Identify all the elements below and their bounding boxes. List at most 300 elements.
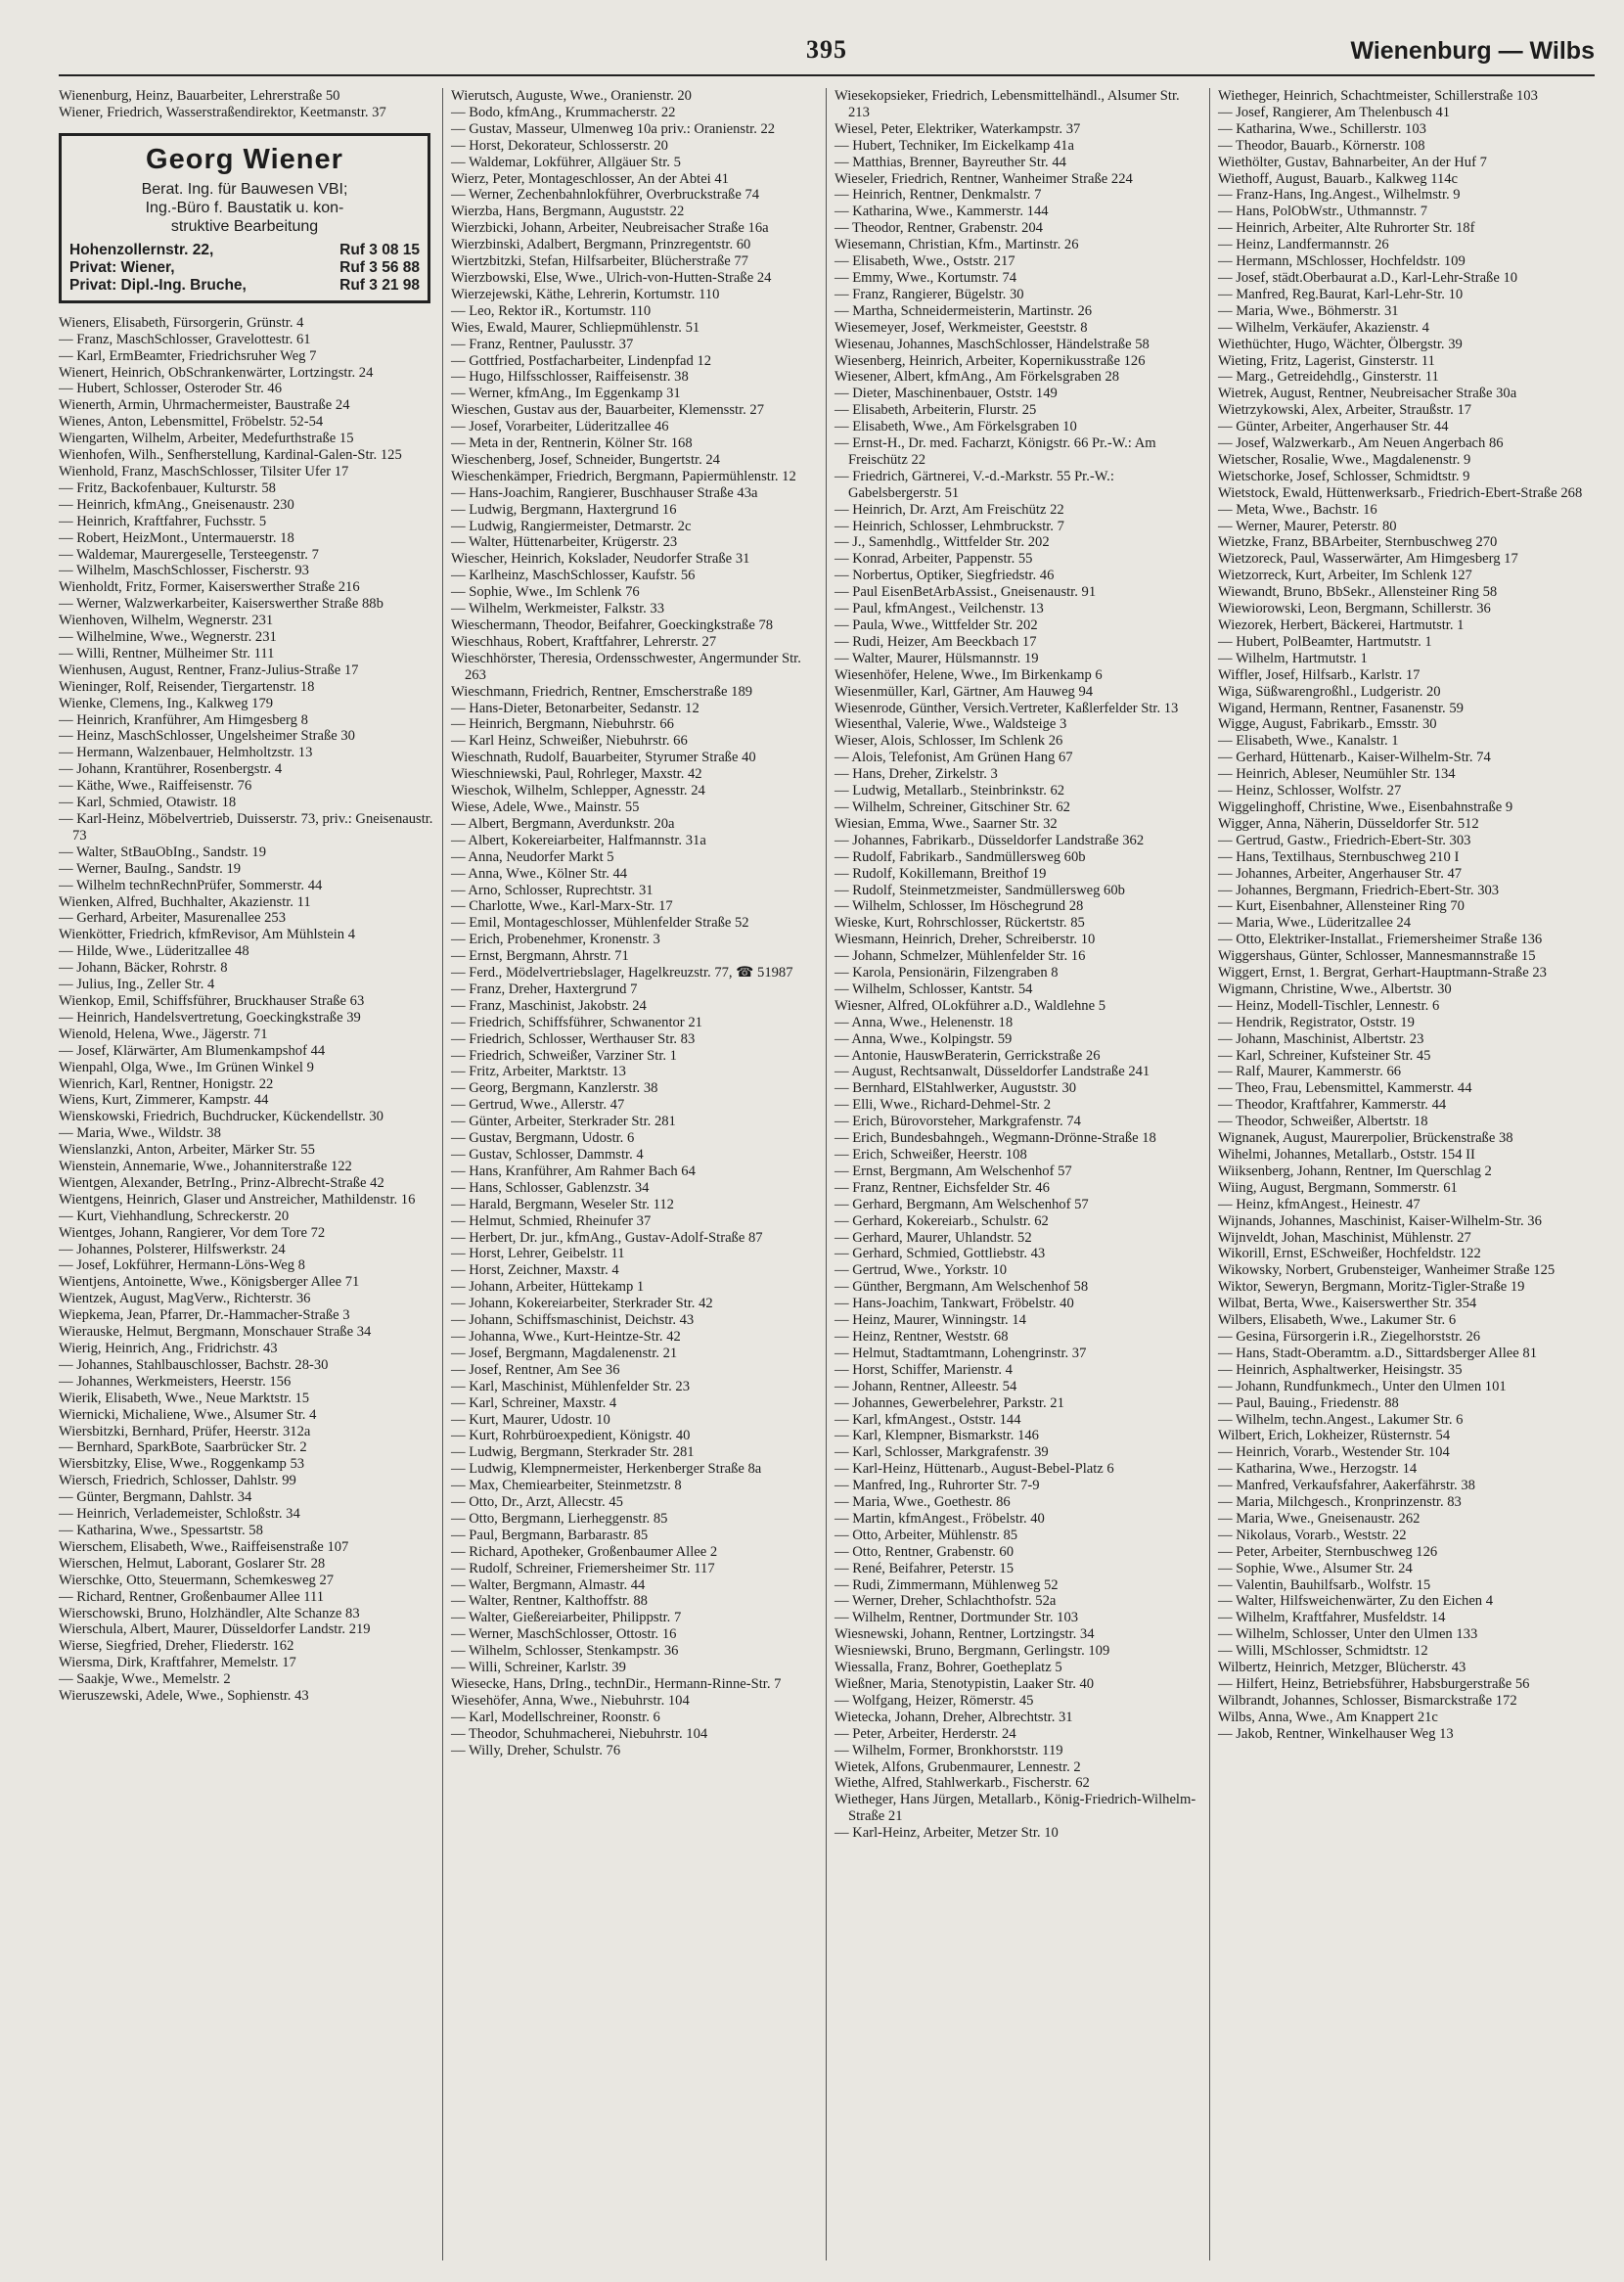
directory-entry: Wilbertz, Heinrich, Metzger, Blücherstr. 43 <box>1218 1660 1466 1676</box>
directory-entry: Wierschen, Helmut, Laborant, Goslarer Str. 28 <box>59 1555 326 1572</box>
directory-entry: — Kurt, Viehhandlung, Schreckerstr. 20 <box>59 1208 290 1224</box>
directory-entry: Wierschowski, Bruno, Holzhändler, Alte Schanze 83 <box>59 1605 360 1621</box>
directory-entry: — Franz, Rentner, Paulusstr. 37 <box>451 336 634 352</box>
directory-entry: — Heinrich, Verlademeister, Schloßstr. 34 <box>59 1506 300 1523</box>
directory-entry: Wießner, Maria, Stenotypistin, Laaker Str. 40 <box>835 1676 1095 1692</box>
directory-entry: Wieseler, Friedrich, Rentner, Wanheimer Straße 224 <box>835 170 1133 187</box>
directory-entry: — Matthias, Brenner, Bayreuther Str. 44 <box>835 154 1066 170</box>
directory-entry: — Wilhelm, Former, Bronkhorststr. 119 <box>835 1742 1063 1758</box>
directory-entry: — Heinrich, Ableser, Neumühler Str. 134 <box>1218 766 1456 783</box>
directory-entry: — Paula, Wwe., Wittfelder Str. 202 <box>835 617 1038 633</box>
directory-entry: — Walter, Rentner, Kalthoffstr. 88 <box>451 1593 648 1610</box>
directory-entry: — Charlotte, Wwe., Karl-Marx-Str. 17 <box>451 898 673 915</box>
directory-entry: Wiesenau, Johannes, MaschSchlosser, Händelstraße 58 <box>835 336 1150 352</box>
directory-entry: Wiepkema, Jean, Pfarrer, Dr.-Hammacher-Straße 3 <box>59 1307 350 1324</box>
directory-entry: Wieschnath, Rudolf, Bauarbeiter, Styrumer Straße 40 <box>451 750 756 766</box>
directory-entry: Wigmann, Christine, Wwe., Albertstr. 30 <box>1218 981 1452 997</box>
directory-entry: Wiga, Süßwarengroßhl., Ludgeristr. 20 <box>1218 683 1441 700</box>
directory-entry: — Werner, Maurer, Peterstr. 80 <box>1218 518 1397 534</box>
directory-entry: Wijnands, Johannes, Maschinist, Kaiser-Wilhelm-Str. 36 <box>1218 1212 1542 1229</box>
directory-entry: Wiethe, Alfred, Stahlwerkarb., Fischerstr. 62 <box>835 1775 1090 1792</box>
directory-entry: — Theodor, Rentner, Grabenstr. 204 <box>835 220 1043 237</box>
directory-entry: — Elli, Wwe., Richard-Dehmel-Str. 2 <box>835 1097 1052 1114</box>
directory-entry: Wierz, Peter, Montageschlosser, An der Abtei 41 <box>451 170 729 187</box>
directory-entry: — Katharina, Wwe., Kammerstr. 144 <box>835 204 1049 220</box>
ad-contact-row <box>69 259 420 277</box>
directory-entry: — Heinrich, Dr. Arzt, Am Freischütz 22 <box>835 501 1064 518</box>
directory-entry: — Johann, Bäcker, Rohrstr. 8 <box>59 960 228 977</box>
directory-entry: Wies, Ewald, Maurer, Schliepmühlenstr. 51 <box>451 319 700 336</box>
directory-entry: — Karl Heinz, Schweißer, Niebuhrstr. 66 <box>451 733 688 750</box>
directory-entry: — Martin, kfmAngest., Fröbelstr. 40 <box>835 1510 1045 1527</box>
directory-entry: Wiernicki, Michaliene, Wwe., Alsumer Str. 4 <box>59 1406 317 1423</box>
directory-entry: — Gerhard, Hüttenarb., Kaiser-Wilhelm-Str. 74 <box>1218 750 1491 766</box>
directory-entry: Wieschenberg, Josef, Schneider, Bungertstr. 24 <box>451 451 720 468</box>
ad-company-name: Georg Wiener <box>146 143 343 175</box>
directory-entry: Wignanek, August, Maurerpolier, Brückenstraße 38 <box>1218 1130 1513 1147</box>
directory-entry: Wiesenmüller, Karl, Gärtner, Am Hauweg 94 <box>835 683 1094 700</box>
directory-entry: — Johann, Arbeiter, Hüttekamp 1 <box>451 1279 645 1296</box>
directory-entry: Wiersbitzki, Bernhard, Prüfer, Heerstr. 312a <box>59 1423 311 1439</box>
directory-entry: — Johannes, Arbeiter, Angerhauser Str. 47 <box>1218 865 1463 882</box>
directory-entry: — Johann, Krantührer, Rosenbergstr. 4 <box>59 761 283 778</box>
directory-entry: — Anna, Neudorfer Markt 5 <box>451 848 614 865</box>
directory-entry: — Heinz, Maurer, Winningstr. 14 <box>835 1312 1026 1329</box>
directory-entry: — Friedrich, Schlosser, Werthauser Str. 83 <box>451 1030 696 1047</box>
directory-entry: — Maria, Wwe., Gneisenaustr. 262 <box>1218 1510 1421 1527</box>
directory-entry: — Käthe, Wwe., Raiffeisenstr. 76 <box>59 778 252 795</box>
directory-entry: — Hans-Joachim, Rangierer, Buschhauser Straße 43a <box>451 484 758 501</box>
directory-entry: — Johann, Schiffsmaschinist, Deichstr. 43 <box>451 1312 695 1329</box>
directory-entry: Wiewiorowski, Leon, Bergmann, Schillerstr. 36 <box>1218 601 1491 617</box>
directory-entry: — Wilhelm, Werkmeister, Falkstr. 33 <box>451 601 665 617</box>
directory-entry: — Heinz, Rentner, Weststr. 68 <box>835 1328 1009 1345</box>
directory-entry: — Helmut, Stadtamtmann, Lohengrinstr. 37 <box>835 1345 1087 1361</box>
directory-entry: — Ludwig, Rangiermeister, Detmarstr. 2c <box>451 518 692 534</box>
directory-columns <box>59 88 1595 2260</box>
directory-entry: — Peter, Arbeiter, Herderstr. 24 <box>835 1725 1016 1742</box>
directory-entry: Wieschhörster, Theresia, Ordensschwester, Angermunder Str. 263 <box>451 650 801 683</box>
ad-line: Ing.-Büro f. Baustatik u. kon- <box>145 199 344 216</box>
directory-entry: — Horst, Lehrer, Geibelstr. 11 <box>451 1246 625 1262</box>
directory-entry: Wiesenrode, Günther, Versich.Vertreter, Kaßlerfelder Str. 13 <box>835 700 1179 716</box>
directory-entry: Wiessalla, Franz, Bohrer, Goetheplatz 5 <box>835 1660 1062 1676</box>
directory-entry: Wietheger, Hans Jürgen, Metallarb., König-Friedrich-Wilhelm-Straße 21 <box>835 1792 1196 1825</box>
directory-entry: — Karl, Maschinist, Mühlenfelder Str. 23 <box>451 1378 691 1394</box>
directory-entry: Wiggelinghoff, Christine, Wwe., Eisenbahnstraße 9 <box>1218 799 1513 815</box>
directory-entry: — Anna, Wwe., Helenenstr. 18 <box>835 1014 1014 1030</box>
directory-entry: Wieners, Elisabeth, Fürsorgerin, Grünstr. 4 <box>59 314 304 331</box>
directory-entry: Wierzbicki, Johann, Arbeiter, Neubreisacher Straße 16a <box>451 220 769 237</box>
directory-entry: — Hilde, Wwe., Lüderitzallee 48 <box>59 943 249 960</box>
directory-entry: — Wilhelm, Schlosser, Kantstr. 54 <box>835 981 1033 997</box>
directory-entry: Wiethölter, Gustav, Bahnarbeiter, An der Huf 7 <box>1218 154 1487 170</box>
directory-entry: — Maria, Wwe., Böhmerstr. 31 <box>1218 302 1399 319</box>
running-head: Wienenburg — Wilbs <box>1350 37 1595 65</box>
directory-entry: Wiescher, Heinrich, Kokslader, Neudorfer Straße 31 <box>451 551 750 568</box>
page-header <box>59 29 1595 76</box>
directory-entry: — Karl, Schmied, Otawistr. 18 <box>59 795 237 811</box>
directory-entry: Wilbs, Anna, Wwe., Am Knappert 21c <box>1218 1709 1438 1725</box>
directory-entry: — Dieter, Maschinenbauer, Oststr. 149 <box>835 386 1058 402</box>
directory-entry: — Bernhard, SparkBote, Saarbrücker Str. 2 <box>59 1439 307 1456</box>
directory-entry: — Hans, Stadt-Oberamtm. a.D., Sittardsberger Allee 81 <box>1218 1345 1537 1361</box>
directory-entry: Wietschorke, Josef, Schlosser, Schmidtstr. 9 <box>1218 468 1470 484</box>
directory-entry: Wierschula, Albert, Maurer, Düsseldorfer Landstr. 219 <box>59 1621 371 1638</box>
directory-entry: Wienkötter, Friedrich, kfmRevisor, Am Mühlstein 4 <box>59 927 356 943</box>
directory-entry: — Hermann, MSchlosser, Hochfeldstr. 109 <box>1218 253 1466 270</box>
ad-contact-label: Privat: Wiener, <box>69 258 175 276</box>
directory-entry: — Josef, Rangierer, Am Thelenbusch 41 <box>1218 104 1451 120</box>
ad-contact-label: Hohenzollernstr. 22, <box>69 241 214 258</box>
directory-entry: — Günter, Arbeiter, Sterkrader Str. 281 <box>451 1114 676 1130</box>
directory-entry: — Karl-Heinz, Arbeiter, Metzer Str. 10 <box>835 1825 1059 1842</box>
directory-entry: — Werner, Walzwerkarbeiter, Kaiserswerther Straße 88b <box>59 596 383 613</box>
directory-entry: Wigger, Anna, Näherin, Düsseldorfer Str. 512 <box>1218 815 1479 832</box>
directory-entry: Wiesian, Emma, Wwe., Saarner Str. 32 <box>835 815 1058 832</box>
directory-entry: — Heinrich, Bergmann, Niebuhrstr. 66 <box>451 716 674 733</box>
directory-entry: — Hans-Dieter, Betonarbeiter, Sedanstr. 12 <box>451 700 699 716</box>
directory-entry: — Willy, Dreher, Schulstr. 76 <box>451 1742 621 1758</box>
directory-entry: — Gustav, Masseur, Ulmenweg 10a priv.: Oranienstr. 22 <box>451 120 776 137</box>
directory-entry: — Josef, Rentner, Am See 36 <box>451 1361 620 1378</box>
directory-entry: Wieske, Kurt, Rohrschlosser, Rückertstr. 85 <box>835 915 1085 932</box>
directory-entry: Wieschenkämper, Friedrich, Bergmann, Papiermühlenstr. 12 <box>451 468 796 484</box>
ad-line: struktive Bearbeitung <box>170 217 319 235</box>
directory-entry: — Heinrich, Kraftfahrer, Fuchsstr. 5 <box>59 513 267 529</box>
directory-entry: — Georg, Bergmann, Kanzlerstr. 38 <box>451 1080 658 1097</box>
directory-entry: — Meta, Wwe., Bachstr. 16 <box>1218 501 1377 518</box>
directory-entry: — Gertrud, Wwe., Yorkstr. 10 <box>835 1262 1008 1279</box>
advertisement-box <box>59 133 430 303</box>
directory-entry: — Max, Chemiearbeiter, Steinmetzstr. 8 <box>451 1478 682 1494</box>
directory-entry: — August, Rechtsanwalt, Düsseldorfer Landstraße 241 <box>835 1064 1150 1080</box>
directory-entry: — Sophie, Wwe., Im Schlenk 76 <box>451 584 640 601</box>
directory-entry: — Friedrich, Schweißer, Varziner Str. 1 <box>451 1047 677 1064</box>
directory-entry: — Gertrud, Gastw., Friedrich-Ebert-Str. 303 <box>1218 832 1471 848</box>
page-number: 395 <box>806 35 847 64</box>
directory-entry: Wieschen, Gustav aus der, Bauarbeiter, Klemensstr. 27 <box>451 402 765 419</box>
directory-entry: — Kurt, Rohrbüroexpedient, Königstr. 40 <box>451 1428 691 1444</box>
directory-entry: Wieschniewski, Paul, Rohrleger, Maxstr. 42 <box>451 766 702 783</box>
directory-entry: — Sophie, Wwe., Alsumer Str. 24 <box>1218 1560 1413 1576</box>
directory-entry: — Emil, Montageschlosser, Mühlenfelder Straße 52 <box>451 915 749 932</box>
directory-entry: Wieschmann, Friedrich, Rentner, Emscherstraße 189 <box>451 683 753 700</box>
directory-entry: — Maria, Milchgesch., Kronprinzenstr. 83 <box>1218 1494 1462 1511</box>
directory-entry: — Ludwig, Klempnermeister, Herkenberger Straße 8a <box>451 1461 762 1478</box>
directory-entry: — Karl, Schlosser, Markgrafenstr. 39 <box>835 1444 1049 1461</box>
directory-entry: — Walter, Hilfsweichenwärter, Zu den Eichen 4 <box>1218 1593 1494 1610</box>
directory-entry: — Hilfert, Heinz, Betriebsführer, Habsburgerstraße 56 <box>1218 1676 1530 1692</box>
directory-entry: Wietrzykowski, Alex, Arbeiter, Straußstr. 17 <box>1218 402 1472 419</box>
directory-entry: Wietrek, August, Rentner, Neubreisacher Straße 30a <box>1218 386 1517 402</box>
directory-entry: Wieninger, Rolf, Reisender, Tiergartenstr. 18 <box>59 678 315 695</box>
directory-entry: — Otto, Dr., Arzt, Allecstr. 45 <box>451 1494 623 1511</box>
directory-entry: — Gottfried, Postfacharbeiter, Lindenpfad 12 <box>451 352 712 369</box>
directory-entry: Wiktor, Seweryn, Bergmann, Moritz-Tigler-Straße 19 <box>1218 1279 1525 1296</box>
directory-entry: — Gerhard, Schmied, Gottliebstr. 43 <box>835 1246 1046 1262</box>
directory-entry: — Friedrich, Schiffsführer, Schwanentor 21 <box>451 1014 702 1030</box>
directory-entry: — Ludwig, Bergmann, Sterkrader Str. 281 <box>451 1444 695 1461</box>
directory-entry: — Franz, Rentner, Eichsfelder Str. 46 <box>835 1179 1050 1196</box>
directory-entry: — Wilhelm, Verkäufer, Akazienstr. 4 <box>1218 319 1429 336</box>
directory-entry: — Theo, Frau, Lebensmittel, Kammerstr. 44 <box>1218 1080 1472 1097</box>
directory-entry: Wiesenhöfer, Helene, Wwe., Im Birkenkamp 6 <box>835 666 1103 683</box>
directory-entry: — Paul, Bauing., Friedenstr. 88 <box>1218 1394 1399 1411</box>
directory-entry: — Fritz, Backofenbauer, Kulturstr. 58 <box>59 479 276 496</box>
directory-entry: — Hugo, Hilfsschlosser, Raiffeisenstr. 38 <box>451 369 689 386</box>
directory-entry: — Albert, Kokereiarbeiter, Halfmannstr. 31a <box>451 832 706 848</box>
directory-entry: — Arno, Schlosser, Ruprechtstr. 31 <box>451 882 654 898</box>
directory-entry: — Leo, Rektor iR., Kortumstr. 110 <box>451 302 652 319</box>
directory-entry: — Erich, Bürovorsteher, Markgrafenstr. 74 <box>835 1114 1081 1130</box>
directory-entry: Wieschhaus, Robert, Kraftfahrer, Lehrerstr. 27 <box>451 633 717 650</box>
directory-entry: — Elisabeth, Wwe., Oststr. 217 <box>835 253 1015 270</box>
directory-entry: — Elisabeth, Wwe., Kanalstr. 1 <box>1218 733 1399 750</box>
directory-entry: — Wilhelm, Schlosser, Unter den Ulmen 133 <box>1218 1626 1478 1643</box>
directory-entry: — Werner, MaschSchlosser, Ottostr. 16 <box>451 1626 677 1643</box>
directory-entry: — Franz-Hans, Ing.Angest., Wilhelmstr. 9 <box>1218 187 1461 204</box>
directory-entry: — Antonie, HauswBeraterin, Gerrickstraße 26 <box>835 1047 1101 1064</box>
directory-entry: — Friedrich, Gärtnerei, V.-d.-Markstr. 55 Pr.-W.: Gabelsbergerstr. 51 <box>835 468 1114 501</box>
column-3-entries <box>835 88 1201 1842</box>
directory-entry: Wierzbinski, Adalbert, Bergmann, Prinzregentstr. 60 <box>451 237 751 253</box>
directory-entry: — Günther, Bergmann, Am Welschenhof 58 <box>835 1279 1089 1296</box>
directory-entry: Wienholdt, Fritz, Former, Kaiserswerther Straße 216 <box>59 579 360 596</box>
directory-entry: Wilbat, Berta, Wwe., Kaiserswerther Str. 354 <box>1218 1296 1477 1312</box>
directory-entry: Wieting, Fritz, Lagerist, Ginsterstr. 11 <box>1218 352 1435 369</box>
directory-entry: — Wilhelm, MaschSchlosser, Fischerstr. 93 <box>59 563 309 579</box>
directory-entry: Wikowsky, Norbert, Grubensteiger, Wanheimer Straße 125 <box>1218 1262 1556 1279</box>
directory-entry: — Anna, Wwe., Kolpingstr. 59 <box>835 1030 1013 1047</box>
directory-entry: — Rudolf, Kokillemann, Breithof 19 <box>835 865 1047 882</box>
directory-entry: — Heinz, MaschSchlosser, Ungelsheimer Straße 30 <box>59 728 355 745</box>
directory-entry: — Julius, Ing., Zeller Str. 4 <box>59 977 215 993</box>
directory-entry: — Katharina, Wwe., Herzogstr. 14 <box>1218 1461 1418 1478</box>
directory-entry: — Heinrich, Schlosser, Lehmbruckstr. 7 <box>835 518 1064 534</box>
directory-entry: Wiersma, Dirk, Kraftfahrer, Memelstr. 17 <box>59 1655 296 1671</box>
directory-entry: — Rudolf, Steinmetzmeister, Sandmüllersweg 60b <box>835 882 1125 898</box>
directory-entry: Wienes, Anton, Lebensmittel, Fröbelstr. 52-54 <box>59 414 324 431</box>
directory-entry: — Horst, Schiffer, Marienstr. 4 <box>835 1361 1013 1378</box>
directory-entry: Wienerth, Armin, Uhrmachermeister, Baustraße 24 <box>59 397 350 414</box>
directory-entry: — Robert, HeizMont., Untermauerstr. 18 <box>59 529 294 546</box>
directory-entry: — Gerhard, Maurer, Uhlandstr. 52 <box>835 1229 1032 1246</box>
directory-entry: — Johannes, Fabrikarb., Düsseldorfer Landstraße 362 <box>835 832 1145 848</box>
directory-entry: Wiesenthal, Valerie, Wwe., Waldsteige 3 <box>835 716 1067 733</box>
directory-entry: — Heinz, Schlosser, Wolfstr. 27 <box>1218 783 1402 799</box>
directory-entry: — Johannes, Bergmann, Friedrich-Ebert-Str. 303 <box>1218 882 1500 898</box>
directory-entry: Wiiksenberg, Johann, Rentner, Im Querschlag 2 <box>1218 1163 1492 1179</box>
directory-entry: — Johann, Rundfunkmech., Unter den Ulmen 101 <box>1218 1378 1507 1394</box>
directory-entry: — Heinz, Modell-Tischler, Lennestr. 6 <box>1218 997 1440 1014</box>
directory-entry: — Wilhelm, Schlosser, Stenkampstr. 36 <box>451 1643 679 1660</box>
column-2 <box>442 88 826 2260</box>
directory-entry: Wienhoven, Wilhelm, Wegnerstr. 231 <box>59 613 274 629</box>
directory-entry: — Heinrich, Asphaltwerker, Heisingstr. 35 <box>1218 1361 1463 1378</box>
directory-entry: — Wilhelm, Kraftfahrer, Musfeldstr. 14 <box>1218 1610 1446 1626</box>
ad-contact-label: Privat: Dipl.-Ing. Bruche, <box>69 276 247 294</box>
directory-entry: — Heinrich, Arbeiter, Alte Ruhrorter Str. 18f <box>1218 220 1475 237</box>
directory-entry: Wierauske, Helmut, Bergmann, Monschauer Straße 34 <box>59 1324 372 1341</box>
directory-entry: — Heinz, kfmAngest., Heinestr. 47 <box>1218 1196 1421 1212</box>
directory-entry: Wierutsch, Auguste, Wwe., Oranienstr. 20 <box>451 88 692 104</box>
directory-entry: Wienslanzki, Anton, Arbeiter, Märker Str. 55 <box>59 1142 315 1159</box>
directory-entry: — Heinrich, Rentner, Denkmalstr. 7 <box>835 187 1042 204</box>
directory-entry: — Waldemar, Maurergeselle, Tersteegenstr. 7 <box>59 546 319 563</box>
directory-entry: Wietzoreck, Paul, Wasserwärter, Am Himgesberg 17 <box>1218 551 1518 568</box>
directory-entry: — Kurt, Maurer, Udostr. 10 <box>451 1411 610 1428</box>
column-1-before-ad <box>59 88 434 121</box>
directory-entry: — Paul EisenBetArbAssist., Gneisenaustr. 91 <box>835 584 1097 601</box>
directory-entry: — Hubert, Techniker, Im Eickelkamp 41a <box>835 137 1074 154</box>
directory-entry: — Hermann, Walzenbauer, Helmholtzstr. 13 <box>59 745 313 761</box>
directory-entry: — Maria, Wwe., Lüderitzallee 24 <box>1218 915 1412 932</box>
directory-entry: — Heinrich, kfmAng., Gneisenaustr. 230 <box>59 496 294 513</box>
directory-entry: — Paul, Bergmann, Barbarastr. 85 <box>451 1527 649 1543</box>
directory-entry: Wientjens, Antoinette, Wwe., Königsberger Allee 71 <box>59 1274 360 1291</box>
directory-entry: — Katharina, Wwe., Spessartstr. 58 <box>59 1522 263 1538</box>
directory-entry: — Anna, Wwe., Kölner Str. 44 <box>451 865 628 882</box>
directory-entry: — Willi, MSchlosser, Schmidtstr. 12 <box>1218 1643 1428 1660</box>
directory-entry: — Marg., Getreidehdlg., Ginsterstr. 11 <box>1218 369 1439 386</box>
directory-entry: — Wilhelm, Rentner, Dortmunder Str. 103 <box>835 1610 1079 1626</box>
directory-entry: Wikorill, Ernst, ESchweißer, Hochfeldstr. 122 <box>1218 1246 1481 1262</box>
directory-entry: — Heinrich, Vorarb., Westender Str. 104 <box>1218 1444 1450 1461</box>
directory-entry: Wientges, Johann, Rangierer, Vor dem Tore 72 <box>59 1224 326 1241</box>
directory-entry: — Theodor, Schweißer, Albertstr. 18 <box>1218 1114 1428 1130</box>
directory-entry: Wiewandt, Bruno, BbSekr., Allensteiner Ring 58 <box>1218 584 1498 601</box>
directory-entry: — Theodor, Bauarb., Körnerstr. 108 <box>1218 137 1425 154</box>
directory-entry: — Norbertus, Optiker, Siegfriedstr. 46 <box>835 568 1055 584</box>
directory-entry: Wietzorreck, Kurt, Arbeiter, Im Schlenk 127 <box>1218 568 1472 584</box>
directory-entry: Wienstein, Annemarie, Wwe., Johanniterstraße 122 <box>59 1159 352 1175</box>
directory-entry: — Nikolaus, Vorarb., Weststr. 22 <box>1218 1527 1407 1543</box>
column-1 <box>59 88 442 2260</box>
directory-entry: Wihelmi, Johannes, Metallarb., Oststr. 154 II <box>1218 1147 1475 1163</box>
directory-entry: — Willi, Schreiner, Karlstr. 39 <box>451 1660 626 1676</box>
directory-entry: Wiesener, Albert, kfmAng., Am Förkelsgraben 28 <box>835 369 1120 386</box>
directory-entry: Wigand, Hermann, Rentner, Fasanenstr. 59 <box>1218 700 1464 716</box>
directory-entry: Wietscher, Rosalie, Wwe., Magdalenenstr. 9 <box>1218 451 1471 468</box>
directory-entry: — Karl, kfmAngest., Oststr. 144 <box>835 1411 1021 1428</box>
directory-entry: — Rudolf, Schreiner, Friemersheimer Str. 117 <box>451 1560 715 1576</box>
directory-entry: Wierzbowski, Else, Wwe., Ulrich-von-Hutten-Straße 24 <box>451 269 772 286</box>
directory-entry: Wienhusen, August, Rentner, Franz-Julius-Straße 17 <box>59 662 359 678</box>
directory-entry: Wierzejewski, Käthe, Lehrerin, Kortumstr. 110 <box>451 286 720 302</box>
directory-entry: — Johann, Maschinist, Albertstr. 23 <box>1218 1030 1424 1047</box>
directory-entry: — Walter, Bergmann, Almastr. 44 <box>451 1576 646 1593</box>
directory-entry: — Gustav, Schlosser, Dammstr. 4 <box>451 1147 644 1163</box>
directory-entry: Wilbrandt, Johannes, Schlosser, Bismarckstraße 172 <box>1218 1692 1517 1709</box>
directory-entry: — Elisabeth, Arbeiterin, Flurstr. 25 <box>835 402 1037 419</box>
directory-entry: — Franz, Maschinist, Jakobstr. 24 <box>451 997 647 1014</box>
directory-entry: Wierik, Elisabeth, Wwe., Neue Marktstr. 15 <box>59 1390 310 1406</box>
directory-entry: Wieruszewski, Adele, Wwe., Sophienstr. 43 <box>59 1688 309 1705</box>
directory-entry: — Ernst, Bergmann, Ahrstr. 71 <box>451 948 629 965</box>
directory-entry: — Karlheinz, MaschSchlosser, Kaufstr. 56 <box>451 568 696 584</box>
directory-entry: Wietheger, Heinrich, Schachtmeister, Schillerstraße 103 <box>1218 88 1538 104</box>
directory-entry: — Josef, Walzwerkarb., Am Neuen Angerbach 86 <box>1218 435 1504 452</box>
directory-entry: — Gustav, Bergmann, Udostr. 6 <box>451 1130 635 1147</box>
directory-entry: — Walter, Gießereiarbeiter, Philippstr. 7 <box>451 1610 682 1626</box>
directory-entry: — Johannes, Polsterer, Hilfswerkstr. 24 <box>59 1241 286 1257</box>
directory-entry: Wiengarten, Wilhelm, Arbeiter, Medefurthstraße 15 <box>59 431 354 447</box>
directory-entry: Wiesel, Peter, Elektriker, Waterkampstr. 37 <box>835 120 1081 137</box>
directory-entry: — Otto, Bergmann, Lierheggenstr. 85 <box>451 1510 668 1527</box>
directory-entry: Wiesecke, Hans, DrIng., technDir., Hermann-Rinne-Str. 7 <box>451 1676 782 1692</box>
directory-entry: — Saakje, Wwe., Memelstr. 2 <box>59 1671 231 1688</box>
directory-entry: — Hubert, PolBeamter, Hartmutstr. 1 <box>1218 633 1432 650</box>
directory-entry: Wietecka, Johann, Dreher, Albrechtstr. 31 <box>835 1709 1073 1725</box>
directory-entry: Wierse, Siegfried, Dreher, Fliederstr. 162 <box>59 1638 294 1655</box>
directory-entry: Wienrich, Karl, Rentner, Honigstr. 22 <box>59 1075 274 1092</box>
directory-entry: — Franz, Dreher, Haxtergrund 7 <box>451 981 638 997</box>
directory-entry: — Horst, Zeichner, Maxstr. 4 <box>451 1262 619 1279</box>
directory-entry: — Werner, Dreher, Schlachthofstr. 52a <box>835 1593 1057 1610</box>
directory-entry: Wierschke, Otto, Steuermann, Schemkesweg 27 <box>59 1572 335 1588</box>
directory-entry: — Erich, Probenehmer, Kronenstr. 3 <box>451 932 660 948</box>
directory-entry: Wienpahl, Olga, Wwe., Im Grünen Winkel 9 <box>59 1059 314 1075</box>
directory-entry: — Walter, Hüttenarbeiter, Krügerstr. 23 <box>451 534 678 551</box>
directory-entry: — Ernst-H., Dr. med. Facharzt, Königstr. 66 Pr.-W.: Am Freischütz 22 <box>835 435 1156 468</box>
directory-entry: — Hendrik, Registrator, Oststr. 19 <box>1218 1014 1415 1030</box>
directory-entry: Wiethoff, August, Bauarb., Kalkweg 114c <box>1218 170 1459 187</box>
directory-entry: — Erich, Schweißer, Heerstr. 108 <box>835 1147 1027 1163</box>
directory-entry: Wieschok, Wilhelm, Schlepper, Agnesstr. 24 <box>451 783 705 799</box>
directory-entry: — Horst, Dekorateur, Schlosserstr. 20 <box>451 137 668 154</box>
directory-entry: — Wilhelm, Schreiner, Gitschiner Str. 62 <box>835 799 1070 815</box>
ad-contact-phone: Ruf 3 21 98 <box>339 276 420 294</box>
directory-entry: — Karl-Heinz, Möbelvertrieb, Duisserstr. 73, priv.: Gneisenaustr. 73 <box>59 811 433 844</box>
directory-entry: — Elisabeth, Wwe., Am Förkelsgraben 10 <box>835 419 1077 435</box>
directory-entry: Wienold, Helena, Wwe., Jägerstr. 71 <box>59 1026 268 1042</box>
directory-entry: Wietzke, Franz, BBArbeiter, Sternbuschweg 270 <box>1218 534 1498 551</box>
directory-entry: — Ludwig, Bergmann, Haxtergrund 16 <box>451 501 677 518</box>
directory-entry: — Wolfgang, Heizer, Römerstr. 45 <box>835 1692 1034 1709</box>
directory-entry: Wigge, August, Fabrikarb., Emsstr. 30 <box>1218 716 1437 733</box>
directory-entry: Wietek, Alfons, Grubenmaurer, Lennestr. 2 <box>835 1758 1081 1775</box>
directory-entry: — Karl, Modellschreiner, Roonstr. 6 <box>451 1709 660 1725</box>
directory-entry: — Alois, Telefonist, Am Grünen Hang 67 <box>835 750 1073 766</box>
directory-entry: — Ludwig, Metallarb., Steinbrinkstr. 62 <box>835 783 1065 799</box>
directory-entry: — Johanna, Wwe., Kurt-Heintze-Str. 42 <box>451 1328 681 1345</box>
directory-entry: — Theodor, Kraftfahrer, Kammerstr. 44 <box>1218 1097 1447 1114</box>
directory-entry: Wiesekopsieker, Friedrich, Lebensmittelhändl., Alsumer Str. 213 <box>835 88 1180 120</box>
directory-entry: — Josef, Bergmann, Magdalenenstr. 21 <box>451 1345 678 1361</box>
directory-entry: — Wilhelm, Hartmutstr. 1 <box>1218 650 1368 666</box>
directory-entry: — Hans, PolObWstr., Uthmannstr. 7 <box>1218 204 1428 220</box>
directory-entry: Wienkop, Emil, Schiffsführer, Bruckhauser Straße 63 <box>59 992 365 1009</box>
directory-entry: — Maria, Wwe., Wildstr. 38 <box>59 1125 221 1142</box>
directory-entry: — Hans, Schlosser, Gablenzstr. 34 <box>451 1179 650 1196</box>
directory-entry: — Konrad, Arbeiter, Pappenstr. 55 <box>835 551 1033 568</box>
directory-entry: Wienhold, Franz, MaschSchlosser, Tilsiter Ufer 17 <box>59 463 349 479</box>
directory-entry: — Theodor, Schuhmacherei, Niebuhrstr. 104 <box>451 1725 708 1742</box>
directory-entry: — Johannes, Stahlbauschlosser, Bachstr. 28-30 <box>59 1356 329 1373</box>
directory-entry: — Erich, Bundesbahngeh., Wegmann-Drönne-Straße 18 <box>835 1130 1156 1147</box>
directory-entry: — Willi, Rentner, Mülheimer Str. 111 <box>59 645 275 662</box>
directory-entry: — Bodo, kfmAng., Krummacherstr. 22 <box>451 104 676 120</box>
directory-entry: — Karl, ErmBeamter, Friedrichsruher Weg 7 <box>59 347 317 364</box>
directory-entry: — Josef, Klärwärter, Am Blumenkampshof 44 <box>59 1042 326 1059</box>
directory-entry: Wientzek, August, MagVerw., Richterstr. 36 <box>59 1291 311 1307</box>
directory-entry: — Meta in der, Rentnerin, Kölner Str. 168 <box>451 435 693 452</box>
directory-entry: — Emmy, Wwe., Kortumstr. 74 <box>835 269 1017 286</box>
directory-entry: — Walter, StBauObIng., Sandstr. 19 <box>59 844 267 860</box>
directory-entry: — Gerhard, Bergmann, Am Welschenhof 57 <box>835 1196 1089 1212</box>
directory-entry: Wienskowski, Friedrich, Buchdrucker, Kückendellstr. 30 <box>59 1109 383 1125</box>
